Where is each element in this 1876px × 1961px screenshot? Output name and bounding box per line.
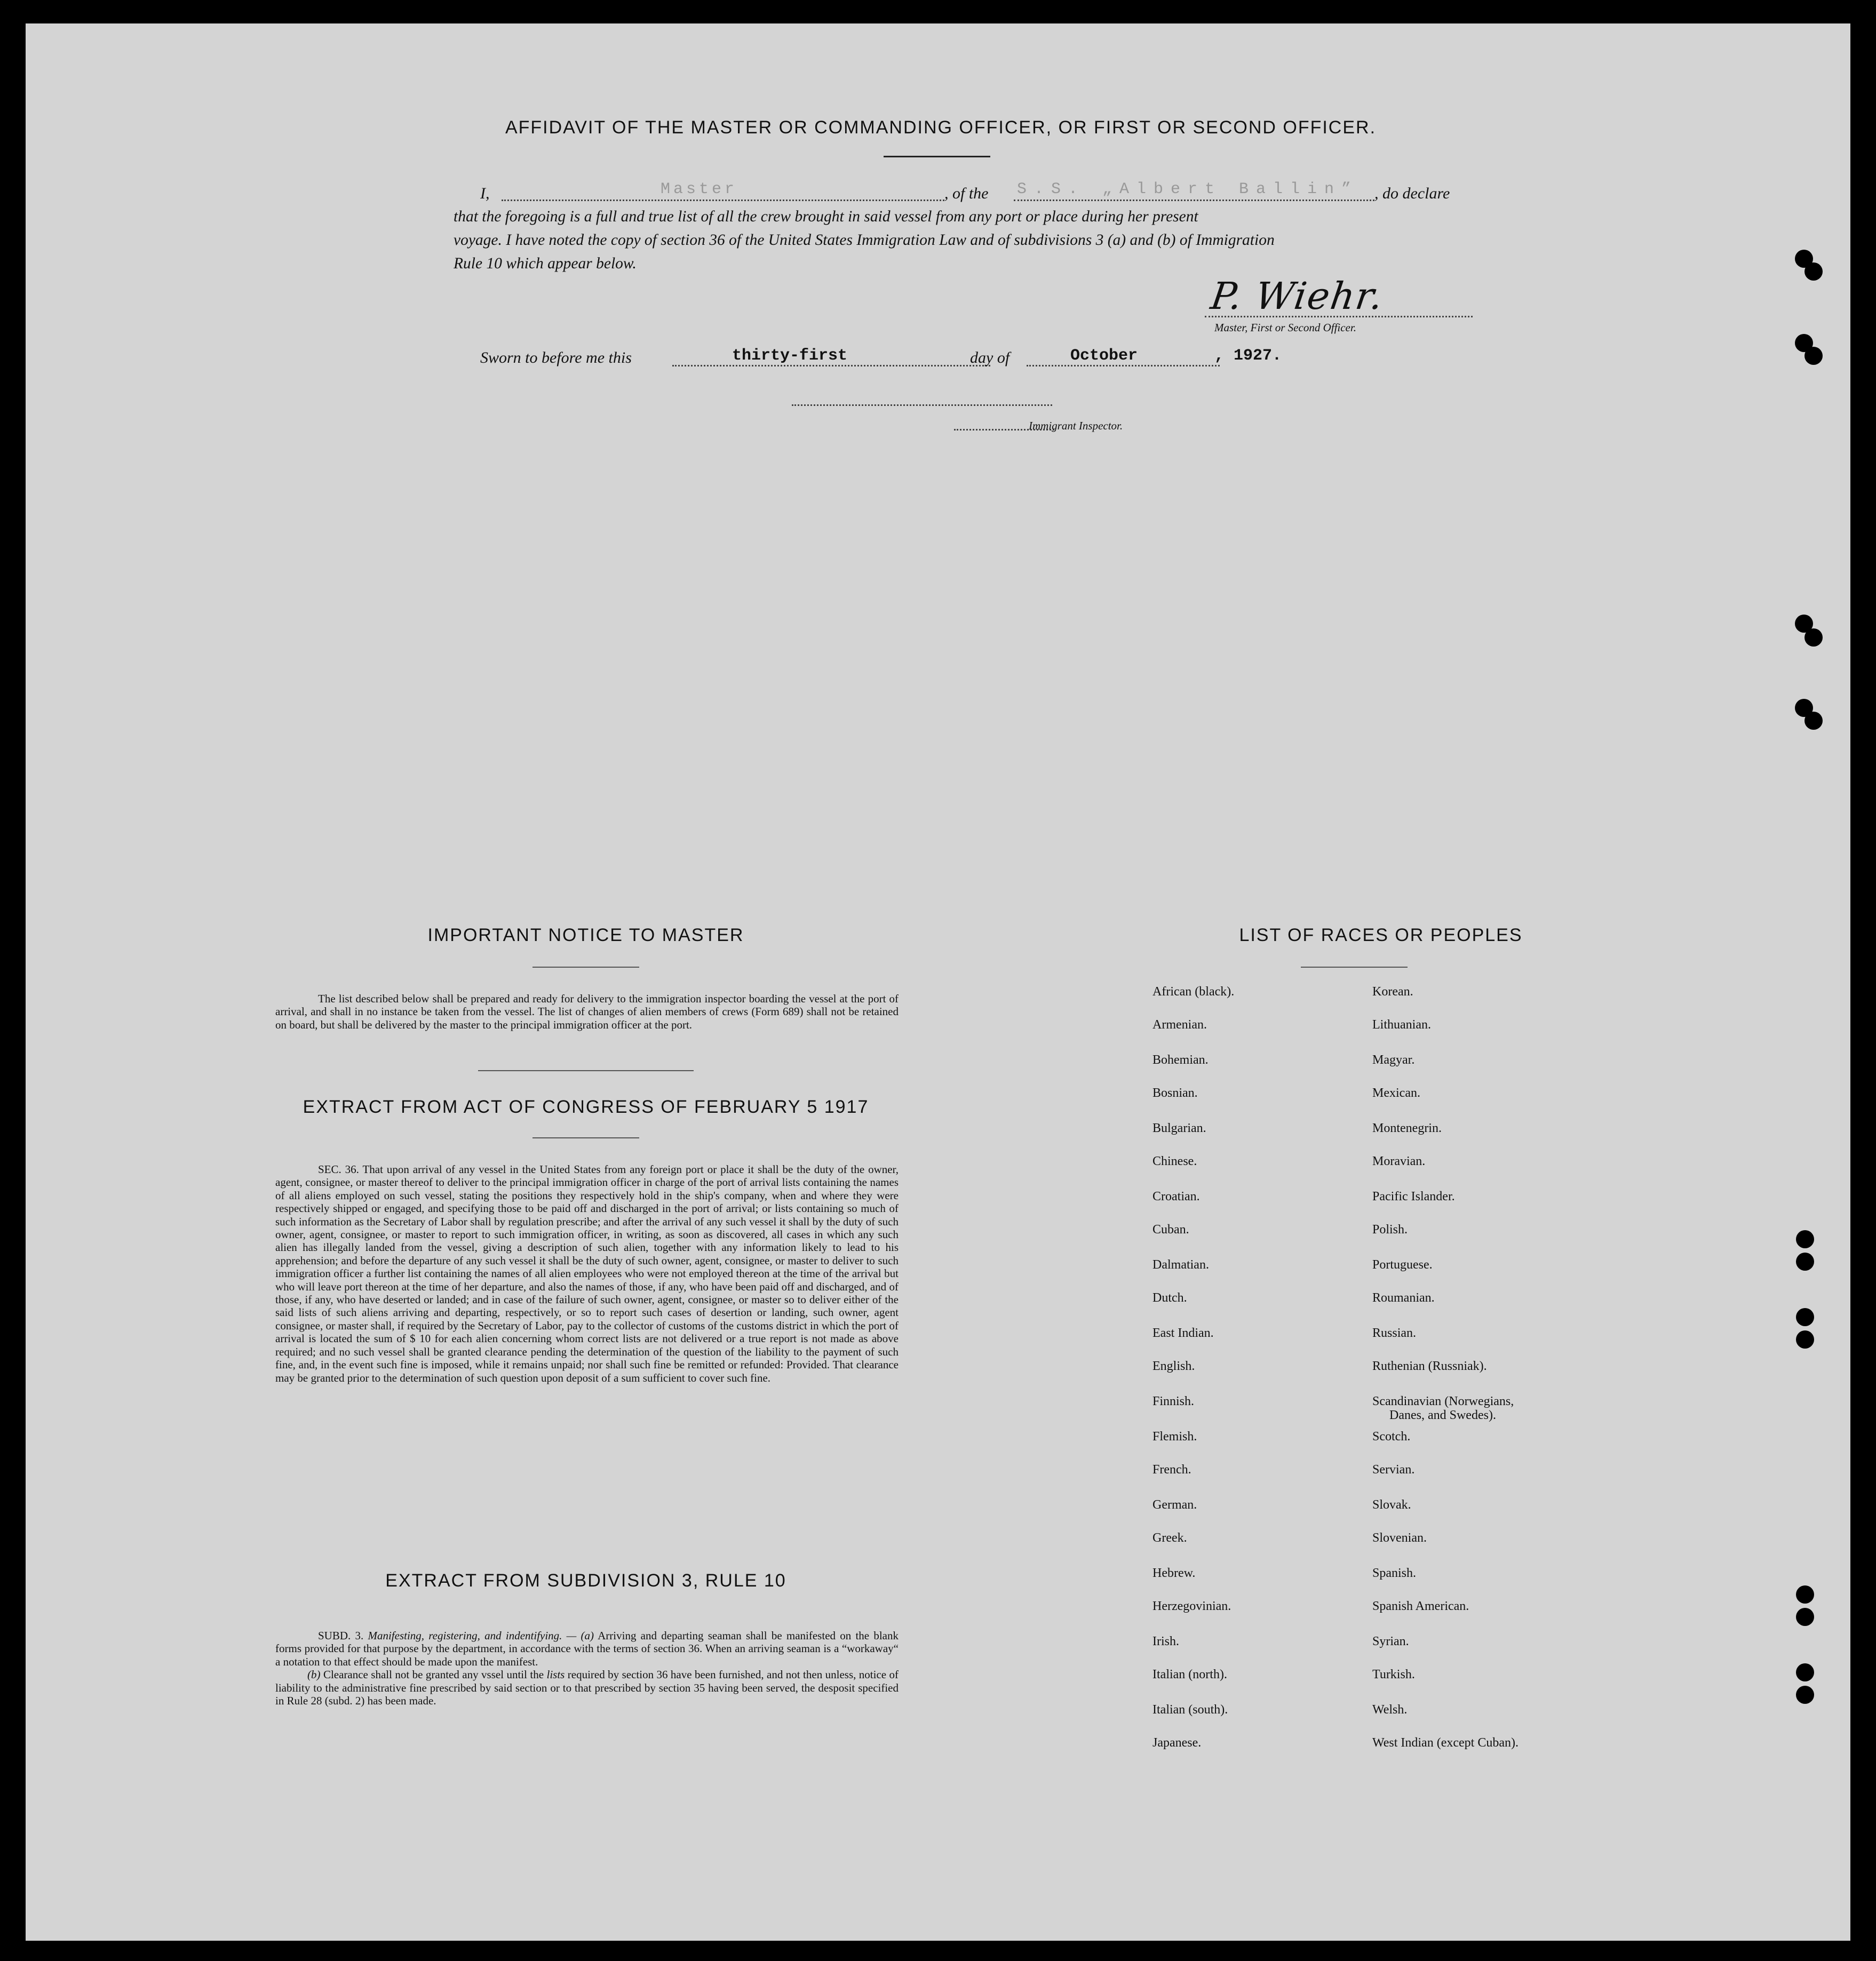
notice-title: IMPORTANT NOTICE TO MASTER <box>427 925 744 945</box>
i-label: I, <box>480 185 490 202</box>
rule-a-text: Arriving and departing seaman shall be manifested on the blank forms provided for that purpose by the department, in accordance with the terms of section 36. When an arriving seaman is a “workaway“ a notation to that effect should be made upon the manifest. <box>275 1629 899 1668</box>
race-item-continuation: Danes, and Swedes). <box>1389 1408 1496 1422</box>
ship-dotted-line <box>1014 200 1374 201</box>
act-title: EXTRACT FROM ACT OF CONGRESS OF FEBRUARY 5 1917 <box>303 1097 869 1117</box>
month-dotted-line <box>1027 365 1220 366</box>
race-item: Moravian. <box>1372 1154 1426 1168</box>
race-item: French. <box>1152 1463 1191 1477</box>
race-item: Polish. <box>1372 1223 1408 1237</box>
document-page <box>26 23 1850 1941</box>
ship-value: S.S. „Albert Ballin” <box>1017 180 1359 198</box>
race-item: Roumanian. <box>1372 1291 1435 1305</box>
rule-text <box>275 1629 899 1707</box>
race-item: Italian (south). <box>1152 1703 1228 1717</box>
name-value: Master <box>661 180 738 198</box>
punch-hole <box>1796 1608 1814 1626</box>
race-item: Ruthenian (Russniak). <box>1372 1359 1487 1373</box>
race-item: Herzegovinian. <box>1152 1599 1231 1613</box>
race-item: Syrian. <box>1372 1635 1409 1648</box>
day-value: thirty-first <box>732 347 848 365</box>
race-item: Magyar. <box>1372 1053 1415 1067</box>
day-of-label: day of <box>970 349 1010 366</box>
affidavit-line-2: that the foregoing is a full and true list of all the crew brought in said vessel from any port or place during her present <box>454 208 1198 225</box>
race-item: West Indian (except Cuban). <box>1372 1736 1519 1750</box>
race-item: Croatian. <box>1152 1190 1200 1203</box>
race-item: Montenegrin. <box>1372 1121 1442 1135</box>
race-item: Cuban. <box>1152 1223 1189 1237</box>
rule-a-lead: SUBD. 3. <box>318 1629 364 1642</box>
race-item: East Indian. <box>1152 1326 1214 1340</box>
notice-divider <box>478 1070 694 1071</box>
race-item: Welsh. <box>1372 1703 1408 1717</box>
act-text-content: SEC. 36. That upon arrival of any vessel in the United States from any foreign port or place it shall be the duty of the owner, agent, consignee, or master thereof to deliver to the principal immigration officer in charge of the port of arrival lists containing the names of all aliens employed on such vessel, stating the positions they respectively hold in the ship's company, when and where they were respectively shipped or engaged, and specifying those to be paid off and discharged in the port of arrival; or lists containing so much of such information as the Secretary of Labor shall by regulation prescribe; and after the arrival of any such vessel it shall by the duty of such owner, agent, consignee, or master to report to such immigration officer, in writing, as soon as discovered, all cases in which any such alien has illegally landed from the vessel, giving a description of such alien, together with any information likely to lead to his apprehension; and before the departure of any such vessel it shall be the duty of such owner, agent, consignee, or master to deliver to such immigration officer a further list containing the names of all alien employees who were not employed thereon at the time of the arrival but who will leave port thereon at the time of her departure, and also the names of those, if any, who have been paid off and discharged, and of those, if any, who have deserted or landed; and in case of the failure of such owner, agent, consignee, or master so to deliver either of the said lists of such aliens arriving and departing, respectively, or so to report such cases of desertion or landing, such owner, agent consignee, or master shall, if required by the Secretary of Labor, pay to the collector of customs of the customs district in which the port of arrival is located the sum of $ 10 for each alien concerning whom correct lists are not delivered or a true report is not made as above required; and no such vessel shall be granted clearance pending the determination of the question of the liability to the payment of such fine, and, in the event such fine is imposed, while it remains unpaid; nor shall such fine be remitted or refunded: Provided. That clearance may be granted prior to the determination of such question upon deposit of a sum sufficient to cover such fine. <box>275 1163 899 1384</box>
race-item: Dutch. <box>1152 1291 1187 1305</box>
punch-hole <box>1796 1686 1814 1704</box>
title-rule <box>884 156 990 157</box>
race-item: Servian. <box>1372 1463 1415 1477</box>
race-item: Lithuanian. <box>1372 1018 1431 1032</box>
punch-hole <box>1805 712 1823 730</box>
rule-a-italic: Manifesting, registering, and indentifying. — (a) <box>368 1629 594 1642</box>
year-value: , 1927. <box>1214 347 1282 365</box>
race-item: English. <box>1152 1359 1195 1373</box>
rule-paragraph-b <box>275 1668 899 1707</box>
punch-hole <box>1796 1253 1814 1271</box>
punch-hole <box>1796 1308 1814 1326</box>
race-item: Japanese. <box>1152 1736 1202 1750</box>
race-item: Scandinavian (Norwegians, <box>1372 1394 1514 1408</box>
do-declare-label: , do declare <box>1374 185 1450 202</box>
race-item: Bulgarian. <box>1152 1121 1206 1135</box>
of-the-label: , of the <box>944 185 989 202</box>
affidavit-line-3: voyage. I have noted the copy of section 36 of the United States Immigration Law and of subdivisions 3 (a) and (b) of Immigration <box>454 232 1275 249</box>
race-item: German. <box>1152 1498 1197 1512</box>
race-item: African (black). <box>1152 985 1235 999</box>
day-dotted-line <box>672 365 990 366</box>
race-item: Korean. <box>1372 985 1413 999</box>
race-item: Slovak. <box>1372 1498 1411 1512</box>
race-item: Turkish. <box>1372 1668 1415 1681</box>
race-item: Armenian. <box>1152 1018 1207 1032</box>
rule-title: EXTRACT FROM SUBDIVISION 3, RULE 10 <box>385 1571 786 1591</box>
race-item: Greek. <box>1152 1531 1187 1545</box>
signature-handwritten: P. Wiehr. <box>1208 274 1387 318</box>
punch-hole <box>1805 347 1823 365</box>
notice-text <box>275 992 899 1031</box>
race-item: Spanish. <box>1372 1566 1417 1580</box>
punch-hole <box>1796 1330 1814 1349</box>
act-rule <box>532 1137 639 1138</box>
race-item: Irish. <box>1152 1635 1179 1648</box>
race-item: Scotch. <box>1372 1430 1411 1444</box>
races-title: LIST OF RACES OR PEOPLES <box>1239 925 1523 945</box>
act-text <box>275 1163 899 1384</box>
race-item: Pacific Islander. <box>1372 1190 1455 1203</box>
signature-caption: Master, First or Second Officer. <box>1214 321 1356 334</box>
race-item: Italian (north). <box>1152 1668 1227 1681</box>
rule-b-text-2: required by section 36 have been furnished, and not then unless, notice of liability to the administrative fine prescribed by said section or to that prescribed by section 35 having been served, the desposit specified in Rule 28 (subd. 2) has been made. <box>275 1668 899 1708</box>
rule-paragraph-a <box>275 1629 899 1668</box>
punch-hole <box>1796 1663 1814 1681</box>
races-rule <box>1301 967 1408 968</box>
notice-rule <box>532 967 639 968</box>
race-item: Russian. <box>1372 1326 1417 1340</box>
month-value: October <box>1070 347 1138 365</box>
race-item: Flemish. <box>1152 1430 1197 1444</box>
rule-b-text-1: Clearance shall not be granted any vssel until the <box>323 1668 544 1681</box>
inspector-caption: Immigrant Inspector. <box>1029 419 1123 432</box>
sworn-label: Sworn to before me this <box>480 349 632 366</box>
affidavit-line-4: Rule 10 which appear below. <box>454 255 637 272</box>
race-item: Chinese. <box>1152 1154 1197 1168</box>
race-item: Mexican. <box>1372 1086 1420 1100</box>
punch-hole <box>1796 1230 1814 1248</box>
punch-hole <box>1805 262 1823 281</box>
race-item: Spanish American. <box>1372 1599 1469 1613</box>
race-item: Dalmatian. <box>1152 1258 1209 1272</box>
rule-b-lead: (b) <box>307 1668 321 1681</box>
punch-hole <box>1796 1585 1814 1604</box>
race-item: Finnish. <box>1152 1394 1195 1408</box>
rule-b-italic: lists <box>546 1668 565 1681</box>
name-dotted-line <box>502 200 944 201</box>
inspector-dotted-line-1 <box>792 404 1052 406</box>
affidavit-title: AFFIDAVIT OF THE MASTER OR COMMANDING OFFICER, OR FIRST OR SECOND OFFICER. <box>505 117 1377 138</box>
race-item: Slovenian. <box>1372 1531 1427 1545</box>
notice-text-content: The list described below shall be prepared and ready for delivery to the immigration inspector boarding the vessel at the port of arrival, and shall in no instance be taken from the vessel. The list of changes of alien members of crews (Form 689) shall not be retained on board, but shall be delivered by the master to the principal immigration officer at the port. <box>275 992 899 1031</box>
race-item: Portuguese. <box>1372 1258 1433 1272</box>
race-item: Bohemian. <box>1152 1053 1209 1067</box>
race-item: Hebrew. <box>1152 1566 1196 1580</box>
punch-hole <box>1805 628 1823 647</box>
race-item: Bosnian. <box>1152 1086 1198 1100</box>
